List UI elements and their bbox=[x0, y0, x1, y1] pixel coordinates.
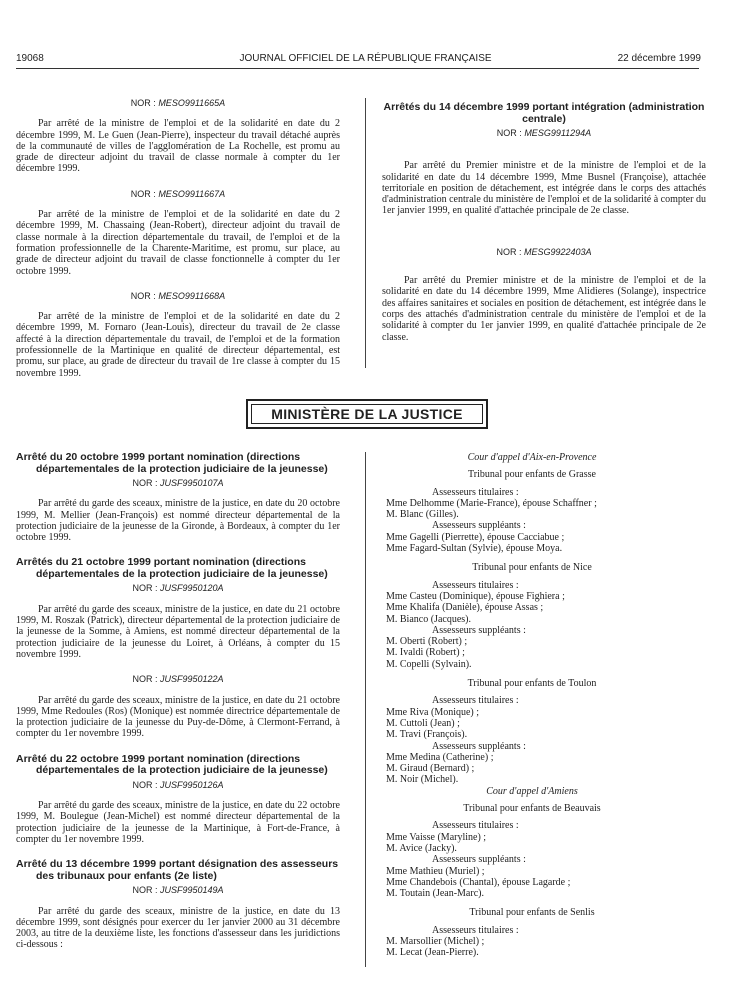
tribunal-heading: Tribunal pour enfants de Senlis bbox=[469, 907, 595, 919]
nor-code: JUSF9950120A bbox=[159, 583, 224, 594]
journal-title: JOURNAL OFFICIEL DE LA RÉPUBLIQUE FRANÇAISE bbox=[239, 53, 492, 64]
decree-paragraph: Par arrêté du garde des sceaux, ministre de la justice, en date du 22 octobre 1999, M. Boulegue (Jean-Michel) est nommé directeur départemental de la protection judiciaire de la jeunesse de la Martinique, à Fort-de-France, à compter du 1er novembre 1999. bbox=[16, 800, 340, 845]
assessor-name: M. Avice (Jacky). bbox=[386, 842, 457, 854]
decree-paragraph: Par arrêté de la ministre de l'emploi et de la solidarité en date du 2 décembre 1999, M. Chassaing (Jean-Robert), directeur adjoint du travail de classe normale à la direction départementale du travail, de l'emploi et de la formation professionnelle de la Charente-Maritime, est promu, sur place, au grade de directeur adjoint du travail de classe fonctionnelle à compter du 1er octobre 1999. bbox=[16, 209, 340, 277]
bottom-right-column bbox=[382, 452, 682, 959]
assessor-name: M. Oberti (Robert) ; bbox=[386, 636, 468, 648]
nor-reference: NOR : JUSF9950149A bbox=[132, 885, 224, 896]
assessor-role: Assesseurs suppléants : bbox=[432, 520, 526, 532]
decree-title: Arrêtés du 14 décembre 1999 portant intégration (administration centrale) bbox=[383, 101, 705, 125]
decree-title: Arrêté du 22 octobre 1999 portant nomination (directions départementales de la protection judiciaire de la jeunesse) bbox=[16, 752, 328, 777]
nor-reference: NOR : MESO9911667A bbox=[130, 188, 226, 199]
decree-title: Arrêtés du 21 octobre 1999 portant nomination (directions départementales de la protection judiciaire de la jeunesse) bbox=[16, 556, 328, 580]
issue-date: 22 décembre 1999 bbox=[617, 53, 701, 64]
tribunal-heading: Tribunal pour enfants de Beauvais bbox=[463, 803, 601, 815]
assessor-name: M. Toutain (Jean-Marc). bbox=[386, 888, 484, 900]
tribunal-heading: Tribunal pour enfants de Grasse bbox=[468, 469, 596, 481]
assessor-name: Mme Casteu (Dominique), épouse Fighiera ; bbox=[386, 590, 565, 602]
assessor-name: Mme Vaisse (Maryline) ; bbox=[386, 831, 487, 843]
nor-code: JUSF9950122A bbox=[159, 674, 224, 685]
assessor-name: M. Cuttoli (Jean) ; bbox=[386, 717, 460, 729]
nor-label: NOR : bbox=[496, 128, 522, 138]
court-heading: Cour d'appel d'Aix-en-Provence bbox=[467, 452, 597, 463]
nor-reference bbox=[382, 128, 706, 139]
decree-paragraph: Par arrêté du garde des sceaux, ministre de la justice, en date du 21 octobre 1999, M. Roszak (Patrick), directeur départemental de la protection judiciaire de la jeunesse de la Somme, à Amiens, est nommé directeur départemental de la protection judiciaire de la jeunesse du Loiret, à Orléans, à compter du 15 novembre 1999. bbox=[16, 603, 340, 660]
nor-code: JUSF9950107A bbox=[159, 478, 224, 488]
assessor-name: M. Marsollier (Michel) ; bbox=[386, 935, 485, 947]
top-left-column bbox=[16, 98, 340, 393]
nor-code: MESO9911668A bbox=[158, 290, 226, 301]
decree-paragraph: Par arrêté du garde des sceaux, ministre de la justice, en date du 13 décembre 1999, sont désignés pour exercer du 1er janvier 2000 au 31 décembre 2003, au titre de la deuxième liste, les fonctions d'assesseur dans les juridictions ci-dessous : bbox=[16, 905, 340, 951]
assessor-name: M. Ivaldi (Robert) ; bbox=[386, 647, 465, 659]
list-spacer bbox=[382, 554, 682, 562]
ministry-heading-box bbox=[246, 399, 488, 429]
list-spacer bbox=[382, 670, 682, 678]
tribunal-heading: Tribunal pour enfants de Toulon bbox=[467, 678, 597, 690]
assessor-role: Assesseurs suppléants : bbox=[432, 740, 526, 752]
ministry-heading: MINISTÈRE DE LA JUSTICE bbox=[251, 404, 483, 424]
assessor-name: Mme Medina (Catherine) ; bbox=[386, 751, 494, 763]
nor-reference: NOR : MESG9922403A bbox=[496, 246, 592, 257]
tribunal-heading: Tribunal pour enfants de Nice bbox=[472, 562, 592, 574]
nor-code: JUSF9950126A bbox=[159, 779, 224, 790]
assessor-role: Assesseurs titulaires : bbox=[432, 924, 519, 936]
top-right-column bbox=[382, 102, 706, 357]
nor-reference: NOR : MESO9911665A bbox=[130, 98, 226, 108]
assessor-name: M. Travi (François). bbox=[386, 729, 468, 741]
nor-reference: NOR : MESO9911668A bbox=[130, 290, 226, 301]
assessor-name: M. Noir (Michel). bbox=[386, 774, 459, 786]
assessor-name: M. Lecat (Jean-Pierre). bbox=[386, 947, 479, 959]
assessor-name: M. Copelli (Sylvain). bbox=[386, 658, 472, 670]
assessor-role: Assesseurs titulaires : bbox=[432, 486, 519, 498]
nor-reference: NOR : JUSF9950122A bbox=[132, 674, 224, 685]
column-divider bbox=[365, 452, 366, 967]
decree-paragraph: Par arrêté du garde des sceaux, ministre de la justice, en date du 20 octobre 1999, M. Mellier (Jean-François) est nommé directeur départemental de la protection judiciaire de la jeunesse de la Gironde, à Bordeaux, à compter du 1er octobre 1999. bbox=[16, 498, 340, 544]
assessor-name: Mme Chandebois (Chantal), épouse Lagarde ; bbox=[386, 876, 571, 888]
assessor-name: M. Bianco (Jacques). bbox=[386, 613, 471, 625]
court-heading: Cour d'appel d'Amiens bbox=[486, 785, 578, 797]
nor-code: MESG9911294A bbox=[524, 128, 592, 138]
nor-code: MESG9922403A bbox=[523, 246, 592, 257]
assessor-role: Assesseurs suppléants : bbox=[432, 854, 526, 866]
nor-code: JUSF9950149A bbox=[159, 885, 224, 896]
assessor-role: Assesseurs titulaires : bbox=[432, 820, 519, 832]
header-rule bbox=[16, 68, 699, 69]
decree-paragraph: Par arrêté de la ministre de l'emploi et de la solidarité en date du 2 décembre 1999, M. Fornaro (Jean-Louis), directeur du travail de 2e classe affecté à la direction départementale du travail, de l'emploi et de la formation professionnelle de la Martinique en qualité de directeur départemental, est promu, sur place, au grade de directeur du travail de 1re classe à compter du 15 novembre 1999. bbox=[16, 311, 340, 379]
decree-paragraph: Par arrêté du Premier ministre et de la ministre de l'emploi et de la solidarité en date du 14 décembre 1999, Mme Busnel (Françoise), attachée territoriale en position de détachement, est intégrée dans le corps des attachés d'administration centrale du ministère de l'emploi et de la solidarité à compter du 1er janvier 1999, en qualité d'attachée principale de 2e classe. bbox=[382, 160, 706, 217]
list-spacer bbox=[382, 899, 682, 907]
nor-code: MESO9911667A bbox=[158, 188, 226, 199]
assessor-name: M. Giraud (Bernard) ; bbox=[386, 763, 475, 775]
assessor-name: Mme Fagard-Sultan (Sylvie), épouse Moya. bbox=[386, 543, 563, 555]
nor-reference: NOR : JUSF9950126A bbox=[132, 779, 224, 790]
assessor-name: Mme Riva (Monique) ; bbox=[386, 706, 480, 718]
assessor-role: Assesseurs titulaires : bbox=[432, 695, 519, 707]
assessor-name: Mme Khalifa (Danièle), épouse Assas ; bbox=[386, 602, 544, 614]
nor-reference: NOR : JUSF9950107A bbox=[132, 478, 224, 488]
assessor-name: Mme Mathieu (Muriel) ; bbox=[386, 865, 485, 877]
nor-reference: NOR : JUSF9950120A bbox=[132, 583, 224, 594]
assessor-name: M. Blanc (Gilles). bbox=[386, 509, 459, 521]
column-divider bbox=[365, 98, 366, 368]
decree-paragraph: Par arrêté du Premier ministre et de la ministre de l'emploi et de la solidarité en date du 14 décembre 1999, Mme Alidieres (Solange), inspectrice des affaires sanitaires et sociales en position de détachement, est intégrée dans le corps des attachés d'administration centrale du ministère de l'emploi et de la solidarité à compter du 1er janvier 1999, en qualité d'attachée principale de 2e classe. bbox=[382, 275, 706, 343]
nor-code: MESO9911665A bbox=[158, 98, 226, 108]
decree-paragraph: Par arrêté de la ministre de l'emploi et de la solidarité en date du 2 décembre 1999, M. Le Guen (Jean-Pierre), inspecteur du travail détaché auprès de la communauté de villes de l'agglomération de La Rochelle, est promu au grade de directeur adjoint du travail de classe normale à compter du 1er décembre 1999. bbox=[16, 118, 340, 175]
decree-title: Arrêté du 13 décembre 1999 portant désignation des assesseurs des tribunaux pour enfants (2e liste) bbox=[16, 858, 339, 882]
assessor-role: Assesseurs suppléants : bbox=[432, 624, 526, 636]
assessor-name: Mme Delhomme (Marie-France), épouse Schaffner ; bbox=[386, 497, 597, 509]
page-number: 19068 bbox=[16, 53, 44, 64]
bottom-left-column bbox=[16, 452, 340, 965]
decree-title: Arrêté du 20 octobre 1999 portant nomination (directions départementales de la protection judiciaire de la jeunesse) bbox=[16, 451, 328, 475]
assessor-role: Assesseurs titulaires : bbox=[432, 579, 519, 591]
assessor-name: Mme Gagelli (Pierrette), épouse Cacciabue ; bbox=[386, 531, 565, 543]
decree-paragraph: Par arrêté du garde des sceaux, ministre de la justice, en date du 21 octobre 1999, Mme Redoules (Ros) (Monique) est nommée directrice départementale de la protection judiciaire de la jeunesse du Puy-de-Dôme, à Clermont-Ferrand, à compter du 1er novembre 1999. bbox=[16, 694, 340, 740]
